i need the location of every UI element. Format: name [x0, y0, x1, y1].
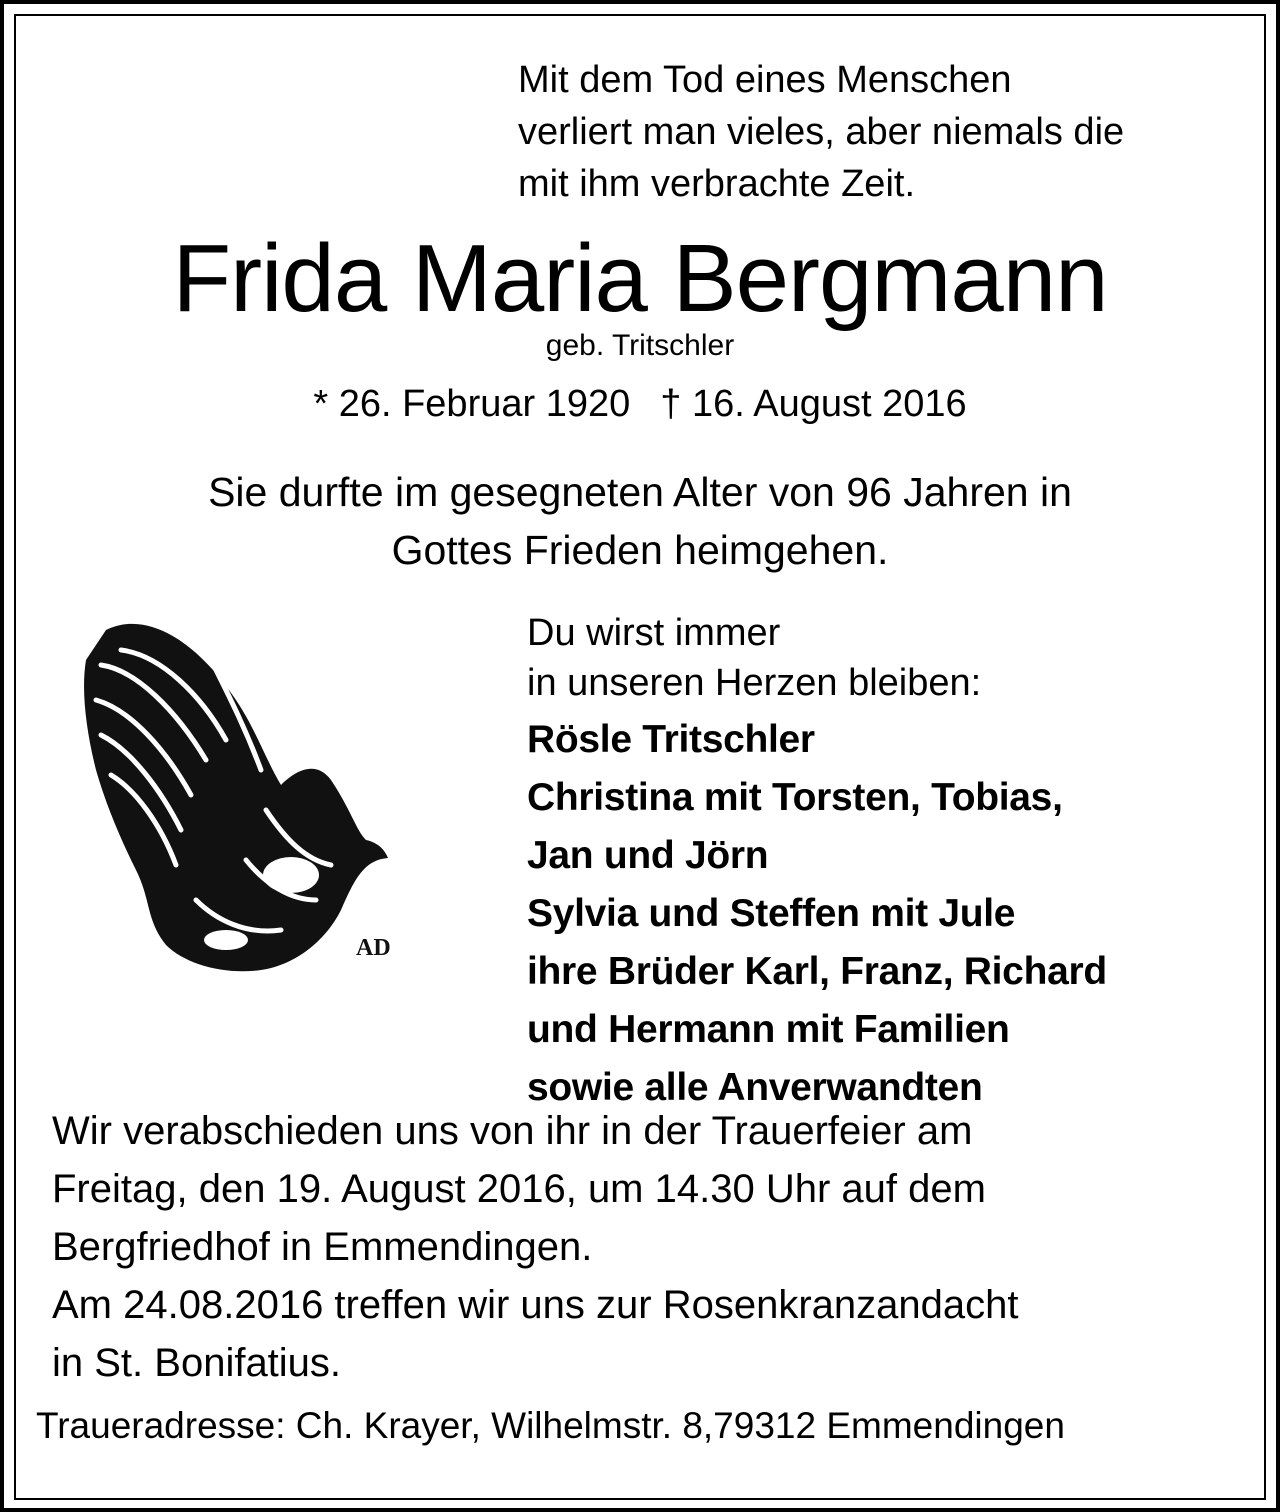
praying-hands-icon	[66, 610, 396, 982]
maiden-name-text: geb. Tritschler	[545, 329, 735, 362]
mourner-line: und Hermann mit Familien	[527, 1008, 1010, 1051]
motto-line: mit ihm verbrachte Zeit.	[518, 163, 915, 205]
service-line: in St. Bonifatius.	[52, 1341, 342, 1385]
hearts-line: in unseren Herzen bleiben:	[527, 662, 982, 704]
motto-line: Mit dem Tod eines Menschen	[518, 59, 1012, 101]
death-date: † 16. August 2016	[660, 383, 967, 425]
age-line: Gottes Frieden heimgehen.	[391, 527, 889, 573]
mourner-line: sowie alle Anverwandten	[527, 1066, 983, 1109]
age-line: Sie durfte im gesegneten Alter von 96 Jahren in	[208, 469, 1072, 515]
deceased-name: Frida Maria Bergmann	[172, 225, 1108, 332]
mourning-address: Traueradresse: Ch. Krayer, Wilhelmstr. 8,79312 Emmendingen	[36, 1405, 1065, 1446]
mourner-line: Jan und Jörn	[527, 834, 769, 877]
life-dates	[0, 380, 1280, 428]
mourner-line: ihre Brüder Karl, Franz, Richard	[527, 950, 1107, 993]
birth-date: * 26. Februar 1920	[313, 383, 631, 425]
service-line: Bergfriedhof in Emmendingen.	[52, 1225, 593, 1269]
hearts-line: Du wirst immer	[527, 612, 781, 654]
maiden-name	[0, 328, 1280, 364]
mourner-line: Rösle Tritschler	[527, 718, 815, 761]
mourner-line: Christina mit Torsten, Tobias,	[527, 776, 1063, 819]
service-line: Freitag, den 19. August 2016, um 14.30 Uhr auf dem	[52, 1167, 986, 1211]
service-line: Wir verabschieden uns von ihr in der Trauerfeier am	[52, 1109, 973, 1153]
service-line: Am 24.08.2016 treffen wir uns zur Rosenkranzandacht	[52, 1283, 1019, 1327]
monogram: AD	[356, 935, 391, 961]
motto-line: verliert man vieles, aber niemals die	[518, 111, 1125, 153]
mourner-line: Sylvia und Steffen mit Jule	[527, 892, 1016, 935]
